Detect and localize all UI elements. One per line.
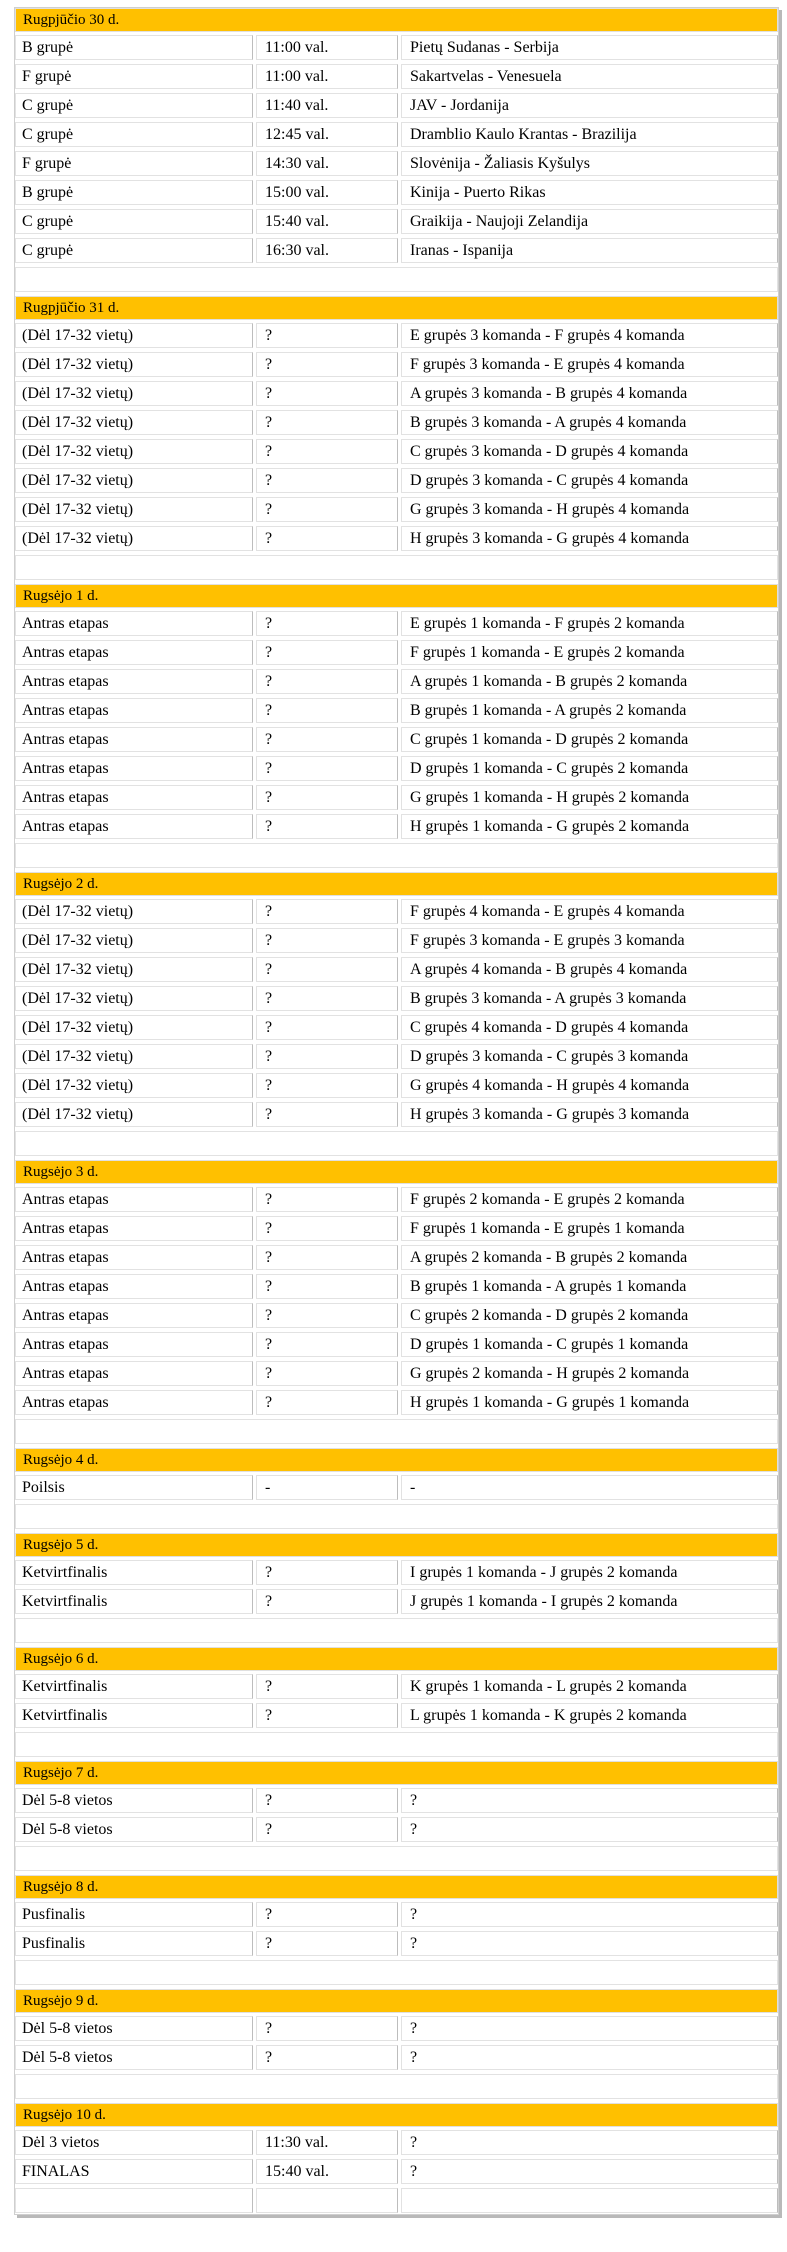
game-matchup: ? [401,1788,778,1813]
game-stage: Pusfinalis [15,1902,253,1927]
game-stage: (Dėl 17-32 vietų) [15,1015,253,1040]
game-row [15,1814,778,1843]
game-time: ? [256,986,398,1011]
empty-cell [15,2188,253,2213]
game-row [15,320,778,349]
spacer-row [15,264,778,293]
game-matchup: F grupės 3 komanda - E grupės 4 komanda [401,352,778,377]
game-time: ? [256,1788,398,1813]
game-matchup: Kinija - Puerto Rikas [401,180,778,205]
game-time: ? [256,1703,398,1728]
game-time: ? [256,698,398,723]
game-time: ? [256,381,398,406]
game-time: ? [256,1015,398,1040]
game-row [15,954,778,983]
day-header: Rugsėjo 2 d. [15,872,778,896]
day-header: Rugsėjo 10 d. [15,2103,778,2127]
game-row [15,1928,778,1957]
game-row [15,2127,778,2156]
game-time: ? [256,1187,398,1212]
spacer-row [15,2185,778,2214]
game-row [15,235,778,264]
empty-cell [15,1419,778,1444]
game-time: ? [256,2045,398,2070]
game-matchup: A grupės 2 komanda - B grupės 2 komanda [401,1245,778,1270]
game-row [15,523,778,552]
game-stage: FINALAS [15,2159,253,2184]
game-stage: F grupė [15,64,253,89]
game-matchup: G grupės 1 komanda - H grupės 2 komanda [401,785,778,810]
game-row [15,1041,778,1070]
game-stage: C grupė [15,238,253,263]
empty-cell [256,2188,398,2213]
game-matchup: B grupės 3 komanda - A grupės 4 komanda [401,410,778,435]
game-matchup: H grupės 3 komanda - G grupės 4 komanda [401,526,778,551]
game-row [15,724,778,753]
game-row [15,407,778,436]
day-section [15,1160,778,1445]
game-row [15,148,778,177]
spacer-row [15,1416,778,1445]
game-matchup: C grupės 2 komanda - D grupės 2 komanda [401,1303,778,1328]
game-stage: Pusfinalis [15,1931,253,1956]
game-stage: (Dėl 17-32 vietų) [15,468,253,493]
game-time: ? [256,1274,398,1299]
game-time: ? [256,1902,398,1927]
game-stage: (Dėl 17-32 vietų) [15,323,253,348]
game-stage: Antras etapas [15,756,253,781]
game-stage: Antras etapas [15,669,253,694]
game-time: ? [256,756,398,781]
game-matchup: J grupės 1 komanda - I grupės 2 komanda [401,1589,778,1614]
game-stage: (Dėl 17-32 vietų) [15,410,253,435]
game-time: ? [256,2016,398,2041]
game-matchup: ? [401,1902,778,1927]
game-matchup: F grupės 2 komanda - E grupės 2 komanda [401,1187,778,1212]
game-row [15,1472,778,1501]
game-time: ? [256,1361,398,1386]
game-stage: C grupė [15,209,253,234]
day-header: Rugpjūčio 30 d. [15,8,778,32]
game-time: 15:00 val. [256,180,398,205]
game-matchup: A grupės 1 komanda - B grupės 2 komanda [401,669,778,694]
game-row [15,177,778,206]
game-matchup: G grupės 4 komanda - H grupės 4 komanda [401,1073,778,1098]
game-row [15,2013,778,2042]
game-stage: (Dėl 17-32 vietų) [15,381,253,406]
game-row [15,1242,778,1271]
game-row [15,1700,778,1729]
day-section [15,1533,778,1644]
game-stage: (Dėl 17-32 vietų) [15,352,253,377]
game-time: 16:30 val. [256,238,398,263]
game-matchup: A grupės 4 komanda - B grupės 4 komanda [401,957,778,982]
game-matchup: L grupės 1 komanda - K grupės 2 komanda [401,1703,778,1728]
game-matchup: E grupės 3 komanda - F grupės 4 komanda [401,323,778,348]
day-section [15,1875,778,1986]
game-matchup: C grupės 4 komanda - D grupės 4 komanda [401,1015,778,1040]
game-row [15,119,778,148]
game-time: ? [256,1931,398,1956]
game-row [15,1671,778,1700]
game-matchup: D grupės 1 komanda - C grupės 2 komanda [401,756,778,781]
day-section [15,2103,778,2214]
game-stage: Antras etapas [15,698,253,723]
empty-cell [15,1131,778,1156]
day-section [15,1647,778,1758]
game-row [15,695,778,724]
game-row [15,378,778,407]
game-stage: Antras etapas [15,1332,253,1357]
game-row [15,1557,778,1586]
empty-cell [15,1846,778,1871]
game-time: ? [256,727,398,752]
game-matchup: ? [401,2016,778,2041]
game-row [15,1358,778,1387]
game-time: 15:40 val. [256,209,398,234]
game-time: ? [256,1589,398,1614]
game-time: ? [256,1073,398,1098]
day-header: Rugsėjo 6 d. [15,1647,778,1671]
game-row [15,666,778,695]
game-stage: (Dėl 17-32 vietų) [15,986,253,1011]
schedule-table [14,7,779,2215]
game-stage: Antras etapas [15,727,253,752]
game-time: - [256,1475,398,1500]
game-stage: Antras etapas [15,1274,253,1299]
game-time: ? [256,1303,398,1328]
game-stage: F grupė [15,151,253,176]
game-time: ? [256,468,398,493]
empty-cell [15,1618,778,1643]
spacer-row [15,1729,778,1758]
game-time: ? [256,526,398,551]
empty-cell [401,2188,778,2213]
day-header: Rugsėjo 1 d. [15,584,778,608]
game-time: ? [256,928,398,953]
game-stage: Ketvirtfinalis [15,1703,253,1728]
day-section [15,1989,778,2100]
game-row [15,608,778,637]
game-matchup: D grupės 3 komanda - C grupės 3 komanda [401,1044,778,1069]
game-stage: (Dėl 17-32 vietų) [15,1102,253,1127]
game-matchup: F grupės 1 komanda - E grupės 2 komanda [401,640,778,665]
game-time: 11:00 val. [256,35,398,60]
game-time: ? [256,611,398,636]
game-row [15,983,778,1012]
game-matchup: Graikija - Naujoji Zelandija [401,209,778,234]
game-row [15,1387,778,1416]
game-time: ? [256,1817,398,1842]
game-time: ? [256,1216,398,1241]
game-time: ? [256,352,398,377]
game-time: ? [256,899,398,924]
game-matchup: G grupės 2 komanda - H grupės 2 komanda [401,1361,778,1386]
game-row [15,811,778,840]
day-section [15,8,778,293]
game-row [15,1012,778,1041]
game-matchup: ? [401,2159,778,2184]
game-matchup: H grupės 3 komanda - G grupės 3 komanda [401,1102,778,1127]
game-stage: (Dėl 17-32 vietų) [15,526,253,551]
game-time: ? [256,957,398,982]
game-stage: (Dėl 17-32 vietų) [15,1073,253,1098]
game-matchup: ? [401,1931,778,1956]
game-time: ? [256,785,398,810]
game-time: 11:00 val. [256,64,398,89]
game-row [15,32,778,61]
game-stage: Antras etapas [15,785,253,810]
game-matchup: ? [401,2045,778,2070]
game-row [15,2042,778,2071]
game-time: 12:45 val. [256,122,398,147]
game-stage: Antras etapas [15,1216,253,1241]
game-stage: (Dėl 17-32 vietų) [15,439,253,464]
game-time: 11:30 val. [256,2130,398,2155]
empty-cell [15,1504,778,1529]
empty-cell [15,555,778,580]
game-row [15,637,778,666]
day-section [15,584,778,869]
game-matchup: H grupės 1 komanda - G grupės 1 komanda [401,1390,778,1415]
game-row [15,61,778,90]
game-row [15,1099,778,1128]
game-matchup: C grupės 1 komanda - D grupės 2 komanda [401,727,778,752]
game-matchup: H grupės 1 komanda - G grupės 2 komanda [401,814,778,839]
game-time: ? [256,410,398,435]
empty-cell [15,1960,778,1985]
day-header: Rugsėjo 8 d. [15,1875,778,1899]
game-stage: (Dėl 17-32 vietų) [15,899,253,924]
game-row [15,782,778,811]
game-time: ? [256,1674,398,1699]
game-row [15,1184,778,1213]
game-time: 15:40 val. [256,2159,398,2184]
game-row [15,1586,778,1615]
game-stage: Dėl 5-8 vietos [15,1788,253,1813]
game-stage: (Dėl 17-32 vietų) [15,497,253,522]
game-matchup: - [401,1475,778,1500]
game-time: ? [256,1245,398,1270]
game-row [15,1300,778,1329]
game-row [15,494,778,523]
game-stage: (Dėl 17-32 vietų) [15,1044,253,1069]
spacer-row [15,1615,778,1644]
game-matchup: JAV - Jordanija [401,93,778,118]
empty-cell [15,267,778,292]
game-matchup: Iranas - Ispanija [401,238,778,263]
game-stage: Antras etapas [15,1187,253,1212]
game-row [15,1070,778,1099]
game-stage: Antras etapas [15,640,253,665]
game-time: ? [256,497,398,522]
day-section [15,872,778,1157]
spacer-row [15,1501,778,1530]
game-time: ? [256,1560,398,1585]
game-time: ? [256,669,398,694]
game-matchup: B grupės 1 komanda - A grupės 1 komanda [401,1274,778,1299]
game-time: ? [256,1332,398,1357]
game-row [15,1899,778,1928]
game-stage: Antras etapas [15,814,253,839]
day-header: Rugsėjo 9 d. [15,1989,778,2013]
game-row [15,90,778,119]
game-matchup: D grupės 1 komanda - C grupės 1 komanda [401,1332,778,1357]
game-row [15,465,778,494]
game-matchup: G grupės 3 komanda - H grupės 4 komanda [401,497,778,522]
game-time: 14:30 val. [256,151,398,176]
game-stage: Dėl 5-8 vietos [15,2016,253,2041]
game-matchup: Sakartvelas - Venesuela [401,64,778,89]
day-section [15,1761,778,1872]
game-stage: Ketvirtfinalis [15,1674,253,1699]
spacer-row [15,552,778,581]
game-time: 11:40 val. [256,93,398,118]
game-stage: Dėl 5-8 vietos [15,2045,253,2070]
day-header: Rugsėjo 5 d. [15,1533,778,1557]
day-header: Rugsėjo 3 d. [15,1160,778,1184]
game-stage: B grupė [15,35,253,60]
empty-cell [15,843,778,868]
day-header: Rugsėjo 4 d. [15,1448,778,1472]
day-section [15,1448,778,1530]
game-matchup: F grupės 1 komanda - E grupės 1 komanda [401,1216,778,1241]
game-row [15,206,778,235]
game-row [15,1213,778,1242]
game-stage: Antras etapas [15,1390,253,1415]
game-matchup: Slovėnija - Žaliasis Kyšulys [401,151,778,176]
spacer-row [15,840,778,869]
game-row [15,436,778,465]
game-stage: C grupė [15,93,253,118]
game-matchup: I grupės 1 komanda - J grupės 2 komanda [401,1560,778,1585]
game-matchup: ? [401,1817,778,1842]
game-time: ? [256,1044,398,1069]
game-row [15,1785,778,1814]
day-header: Rugpjūčio 31 d. [15,296,778,320]
game-matchup: E grupės 1 komanda - F grupės 2 komanda [401,611,778,636]
game-row [15,925,778,954]
game-stage: Dėl 3 vietos [15,2130,253,2155]
empty-cell [15,2074,778,2099]
game-time: ? [256,439,398,464]
spacer-row [15,1957,778,1986]
game-matchup: K grupės 1 komanda - L grupės 2 komanda [401,1674,778,1699]
game-stage: B grupė [15,180,253,205]
game-time: ? [256,814,398,839]
game-row [15,753,778,782]
game-stage: C grupė [15,122,253,147]
game-matchup: F grupės 4 komanda - E grupės 4 komanda [401,899,778,924]
game-matchup: Pietų Sudanas - Serbija [401,35,778,60]
game-row [15,2156,778,2185]
game-matchup: B grupės 1 komanda - A grupės 2 komanda [401,698,778,723]
game-stage: Antras etapas [15,1303,253,1328]
game-stage: Dėl 5-8 vietos [15,1817,253,1842]
spacer-row [15,1128,778,1157]
game-matchup: D grupės 3 komanda - C grupės 4 komanda [401,468,778,493]
game-matchup: F grupės 3 komanda - E grupės 3 komanda [401,928,778,953]
game-stage: Poilsis [15,1475,253,1500]
game-stage: Antras etapas [15,1361,253,1386]
game-row [15,349,778,378]
game-matchup: B grupės 3 komanda - A grupės 3 komanda [401,986,778,1011]
day-header: Rugsėjo 7 d. [15,1761,778,1785]
game-row [15,1329,778,1358]
spacer-row [15,1843,778,1872]
game-stage: Ketvirtfinalis [15,1589,253,1614]
game-time: ? [256,1390,398,1415]
game-matchup: A grupės 3 komanda - B grupės 4 komanda [401,381,778,406]
game-matchup: C grupės 3 komanda - D grupės 4 komanda [401,439,778,464]
spacer-row [15,2071,778,2100]
empty-cell [15,1732,778,1757]
game-stage: Antras etapas [15,1245,253,1270]
game-matchup: ? [401,2130,778,2155]
game-time: ? [256,323,398,348]
game-stage: (Dėl 17-32 vietų) [15,957,253,982]
game-stage: (Dėl 17-32 vietų) [15,928,253,953]
game-row [15,1271,778,1300]
game-stage: Ketvirtfinalis [15,1560,253,1585]
game-time: ? [256,1102,398,1127]
day-section [15,296,778,581]
game-matchup: Dramblio Kaulo Krantas - Brazilija [401,122,778,147]
game-time: ? [256,640,398,665]
game-stage: Antras etapas [15,611,253,636]
game-row [15,896,778,925]
